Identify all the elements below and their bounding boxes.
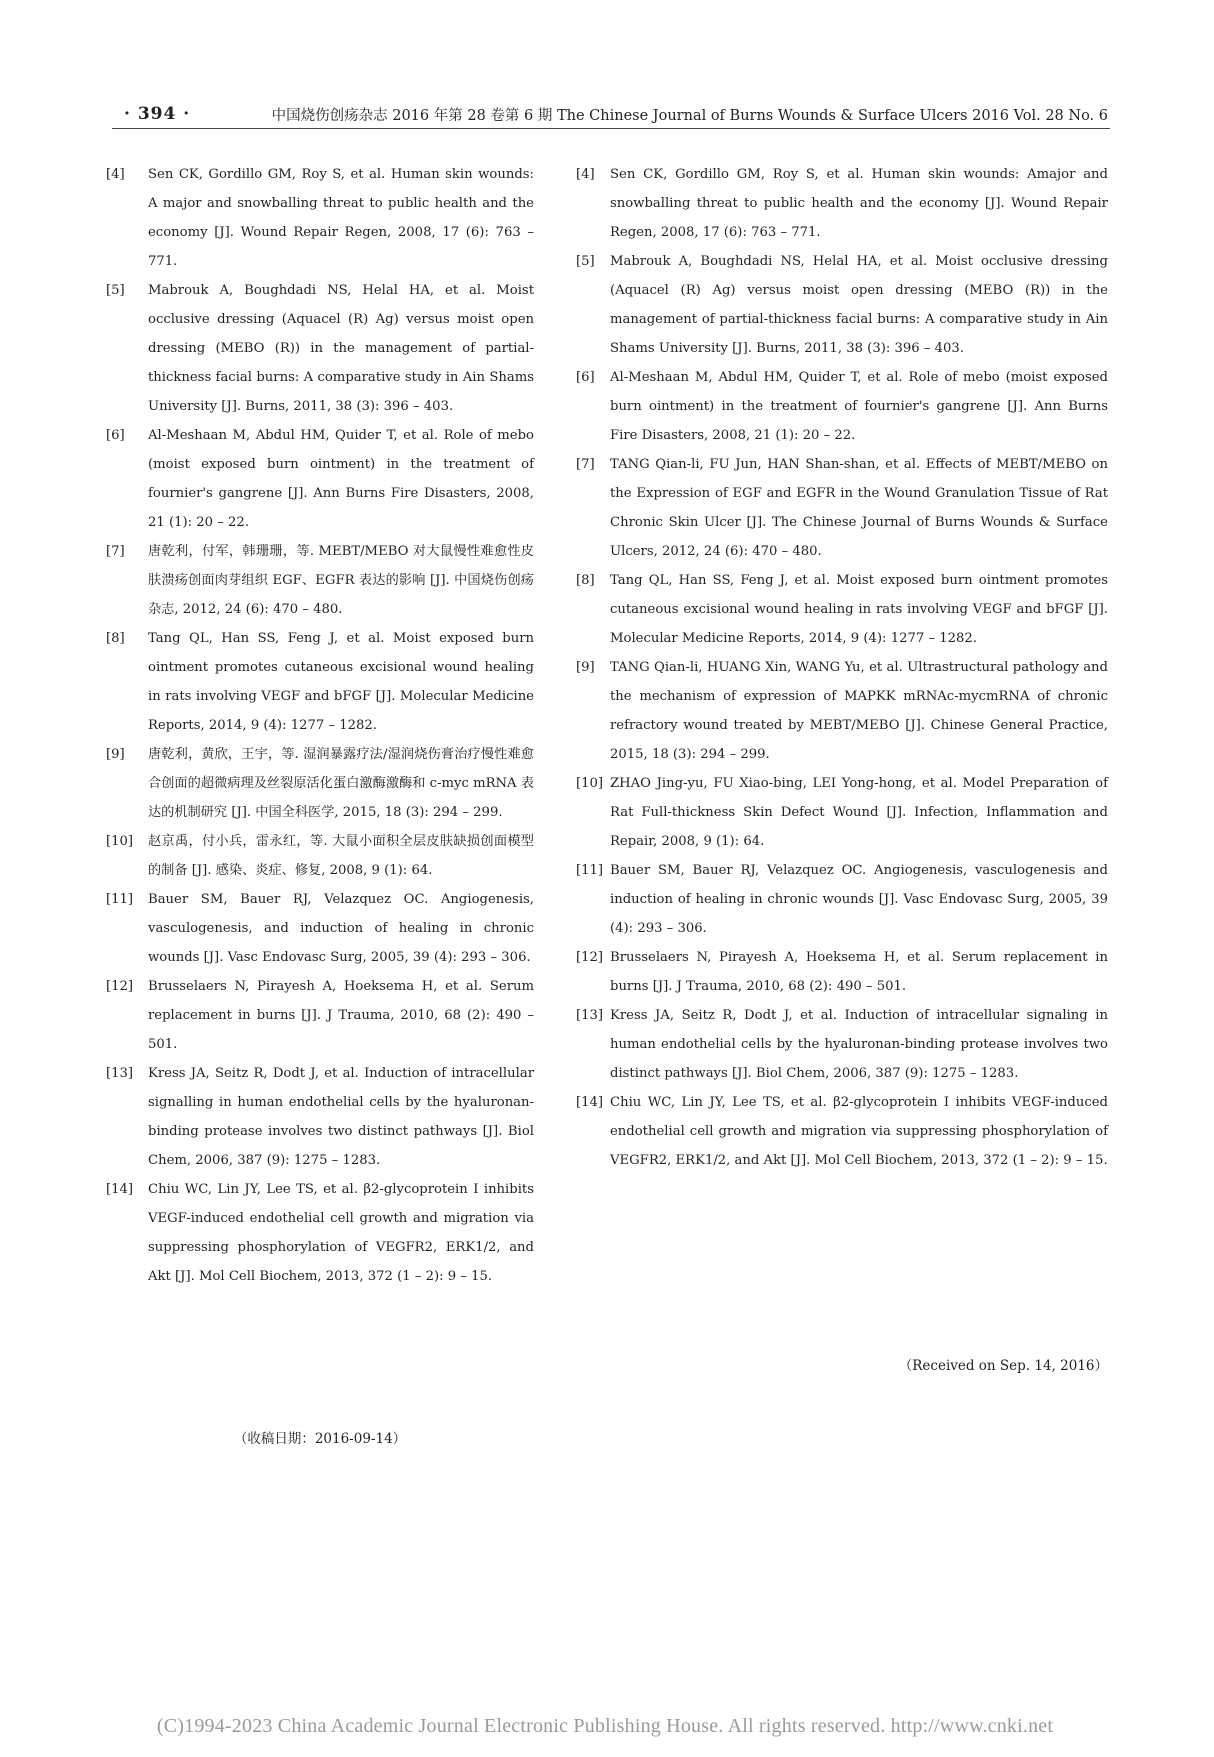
reference-item	[576, 566, 1108, 653]
reference-number: [11]	[576, 863, 604, 878]
reference-item	[106, 1175, 534, 1291]
reference-number: [14]	[106, 1182, 134, 1197]
reference-text: Kress JA, Seitz R, Dodt J, et al. Induction of intracellular signaling in human endothelial cells by the hyaluronan-binding protease involves two distinct pathways [J]. Biol Chem, 2006, 387 (9): 1275 – 1283.	[610, 1008, 1108, 1081]
reference-text: 唐乾利，付军，韩珊珊，等. MEBT/MEBO 对大鼠慢性难愈性皮肤溃疡创面肉芽组织 EGF、EGFR 表达的影响 [J]. 中国烧伤创疡杂志, 2012, 24 (6): 470 – 480.	[148, 544, 534, 617]
reference-item	[576, 653, 1108, 769]
page-number: · 394 ·	[124, 104, 191, 124]
reference-number: [12]	[106, 979, 134, 994]
reference-text: Brusselaers N, Pirayesh A, Hoeksema H, et al. Serum replacement in burns [J]. J Trauma, 2010, 68 (2): 490 – 501.	[148, 979, 534, 1052]
reference-number: [13]	[106, 1066, 134, 1081]
reference-item	[576, 363, 1108, 450]
reference-text: Kress JA, Seitz R, Dodt J, et al. Induction of intracellular signalling in human endothelial cells by the hyaluronan-binding protease involves two distinct pathways [J]. Biol Chem, 2006, 387 (9): 1275 – 1283.	[148, 1066, 534, 1168]
reference-item	[106, 624, 534, 740]
reference-number: [13]	[576, 1008, 604, 1023]
reference-number: [10]	[576, 776, 604, 791]
reference-text: Sen CK, Gordillo GM, Roy S, et al. Human skin wounds: A major and snowballing threat to public health and the economy [J]. Wound Repair Regen, 2008, 17 (6): 763 – 771.	[148, 167, 534, 269]
received-date-english: （Received on Sep. 14, 2016）	[898, 1358, 1108, 1374]
reference-number: [12]	[576, 950, 604, 965]
reference-text: TANG Qian-li, HUANG Xin, WANG Yu, et al. Ultrastructural pathology and the mechanism of expression of MAPKK mRNAc-mycmRNA of chronic refractory wound treated by MEBT/MEBO [J]. Chinese General Practice, 2015, 18 (3): 294 – 299.	[610, 660, 1108, 762]
left-reference-column	[106, 160, 534, 1291]
reference-text: Tang QL, Han SS, Feng J, et al. Moist exposed burn ointment promotes cutaneous excisional wound healing in rats involving VEGF and bFGF [J]. Molecular Medicine Reports, 2014, 9 (4): 1277 – 1282.	[610, 573, 1108, 646]
right-reference-column	[576, 160, 1108, 1175]
reference-number: [9]	[576, 660, 595, 675]
reference-number: [8]	[106, 631, 125, 646]
reference-item	[106, 537, 534, 624]
reference-number: [14]	[576, 1095, 604, 1110]
reference-text: TANG Qian-li, FU Jun, HAN Shan-shan, et al. Effects of MEBT/MEBO on the Expression of EGF and EGFR in the Wound Granulation Tissue of Rat Chronic Skin Ulcer [J]. The Chinese Journal of Burns Wounds & Surface Ulcers, 2012, 24 (6): 470 – 480.	[610, 457, 1108, 559]
reference-item	[106, 885, 534, 972]
reference-text: 唐乾利，黄欣，王宇，等. 湿润暴露疗法/湿润烧伤膏治疗慢性难愈合创面的超微病理及丝裂原活化蛋白激酶激酶和 c-myc mRNA 表达的机制研究 [J]. 中国全科医学, 2015, 18 (3): 294 – 299.	[148, 747, 534, 820]
reference-item	[106, 1059, 534, 1175]
reference-item	[576, 450, 1108, 566]
reference-number: [6]	[106, 428, 125, 443]
reference-item	[106, 160, 534, 276]
reference-text: ZHAO Jing-yu, FU Xiao-bing, LEI Yong-hong, et al. Model Preparation of Rat Full-thickness Skin Defect Wound [J]. Infection, Inflammation and Repair, 2008, 9 (1): 64.	[610, 776, 1108, 849]
reference-text: Al-Meshaan M, Abdul HM, Quider T, et al. Role of mebo (moist exposed burn ointment) in the treatment of fournier's gangrene [J]. Ann Burns Fire Disasters, 2008, 21 (1): 20 – 22.	[610, 370, 1108, 443]
reference-number: [6]	[576, 370, 595, 385]
reference-item	[106, 276, 534, 421]
reference-number: [5]	[576, 254, 595, 269]
reference-text: Tang QL, Han SS, Feng J, et al. Moist exposed burn ointment promotes cutaneous excisional wound healing in rats involving VEGF and bFGF [J]. Molecular Medicine Reports, 2014, 9 (4): 1277 – 1282.	[148, 631, 534, 733]
running-header	[112, 104, 1110, 129]
reference-text: Bauer SM, Bauer RJ, Velazquez OC. Angiogenesis, vasculogenesis and induction of healing in chronic wounds [J]. Vasc Endovasc Surg, 2005, 39 (4): 293 – 306.	[610, 863, 1108, 936]
reference-number: [4]	[576, 167, 595, 182]
reference-number: [11]	[106, 892, 134, 907]
copyright-footer: (C)1994-2023 China Academic Journal Electronic Publishing House. All rights reserved. http://www.cnki.net	[156, 1715, 1054, 1737]
reference-text: Al-Meshaan M, Abdul HM, Quider T, et al. Role of mebo (moist exposed burn ointment) in the treatment of fournier's gangrene [J]. Ann Burns Fire Disasters, 2008, 21 (1): 20 – 22.	[148, 428, 534, 530]
reference-item	[106, 827, 534, 885]
reference-item	[576, 160, 1108, 247]
reference-item	[106, 421, 534, 537]
reference-text: Brusselaers N, Pirayesh A, Hoeksema H, et al. Serum replacement in burns [J]. J Trauma, 2010, 68 (2): 490 – 501.	[610, 950, 1108, 994]
reference-text: 赵京禹，付小兵，雷永红，等. 大鼠小面积全层皮肤缺损创面模型的制备 [J]. 感染、炎症、修复, 2008, 9 (1): 64.	[148, 834, 534, 878]
reference-item	[576, 1088, 1108, 1175]
reference-item	[576, 856, 1108, 943]
reference-item	[576, 247, 1108, 363]
reference-text: Chiu WC, Lin JY, Lee TS, et al. β2-glycoprotein I inhibits VEGF-induced endothelial cell growth and migration via suppressing phosphorylation of VEGFR2, ERK1/2, and Akt [J]. Mol Cell Biochem, 2013, 372 (1 – 2): 9 – 15.	[610, 1095, 1108, 1168]
reference-item	[106, 740, 534, 827]
reference-text: Chiu WC, Lin JY, Lee TS, et al. β2-glycoprotein I inhibits VEGF-induced endothelial cell growth and migration via suppressing phosphorylation of VEGFR2, ERK1/2, and Akt [J]. Mol Cell Biochem, 2013, 372 (1 – 2): 9 – 15.	[148, 1182, 534, 1284]
reference-number: [9]	[106, 747, 125, 762]
reference-item	[576, 769, 1108, 856]
reference-number: [5]	[106, 283, 125, 298]
reference-number: [4]	[106, 167, 125, 182]
reference-number: [7]	[106, 544, 125, 559]
journal-title-line: 中国烧伤创疡杂志 2016 年第 28 卷第 6 期 The Chinese Journal of Burns Wounds & Surface Ulcers 2016 Vol. 28 No. 6	[271, 108, 1108, 124]
reference-text: Mabrouk A, Boughdadi NS, Helal HA, et al. Moist occlusive dressing (Aquacel (R) Ag) versus moist open dressing (MEBO (R)) in the management of partial-thickness facial burns: A comparative study in Ain Shams University [J]. Burns, 2011, 38 (3): 396 – 403.	[610, 254, 1108, 356]
reference-item	[576, 1001, 1108, 1088]
reference-number: [10]	[106, 834, 134, 849]
reference-text: Sen CK, Gordillo GM, Roy S, et al. Human skin wounds: Amajor and snowballing threat to public health and the economy [J]. Wound Repair Regen, 2008, 17 (6): 763 – 771.	[610, 167, 1108, 240]
reference-text: Mabrouk A, Boughdadi NS, Helal HA, et al. Moist occlusive dressing (Aquacel (R) Ag) versus moist open dressing (MEBO (R)) in the management of partial-thickness facial burns: A comparative study in Ain Shams University [J]. Burns, 2011, 38 (3): 396 – 403.	[148, 283, 534, 414]
reference-number: [7]	[576, 457, 595, 472]
reference-text: Bauer SM, Bauer RJ, Velazquez OC. Angiogenesis, vasculogenesis, and induction of healing in chronic wounds [J]. Vasc Endovasc Surg, 2005, 39 (4): 293 – 306.	[148, 892, 534, 965]
received-date-chinese: （收稿日期：2016-09-14）	[233, 1431, 407, 1447]
reference-item	[576, 943, 1108, 1001]
reference-number: [8]	[576, 573, 595, 588]
reference-item	[106, 972, 534, 1059]
